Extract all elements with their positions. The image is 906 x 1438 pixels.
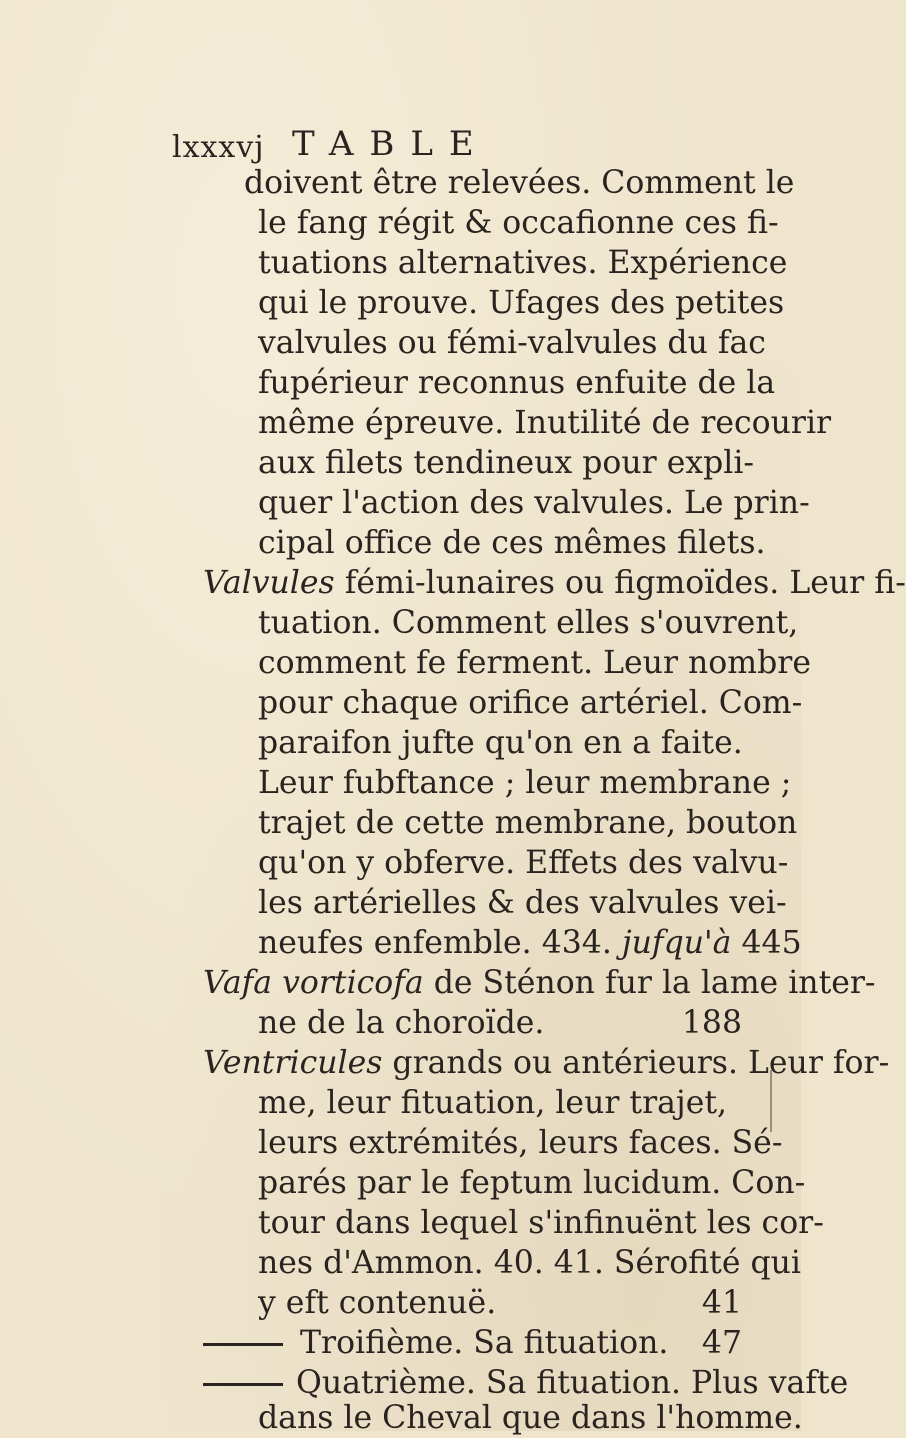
text-line: comment fe ferment. Leur nombre: [258, 645, 812, 681]
page-reference: 47: [701, 1325, 742, 1361]
text-line: parés par le feptum lucidum. Con-: [258, 1165, 806, 1201]
page-reference: 188: [681, 1005, 742, 1041]
ditto-dash: [203, 1343, 283, 1346]
text-line: tour dans lequel s'infinuënt les cor-: [258, 1205, 824, 1241]
text-line: tuation. Comment elles s'ouvrent,: [258, 605, 799, 641]
text-line: dans le Cheval que dans l'homme.: [258, 1400, 803, 1436]
running-title: TABLE: [292, 124, 490, 164]
text-line: Quatrième. Sa fituation. Plus vafte: [296, 1365, 849, 1401]
page-reference: 445: [741, 925, 802, 961]
entry-text: de Sténon fur la lame inter-: [433, 965, 876, 1001]
page-folio: lxxxvj: [172, 130, 265, 165]
text-line: doivent être relevées. Comment le: [244, 165, 795, 201]
text-line: le fang régit & occafionne ces fi-: [258, 205, 779, 241]
entry-headword: Valvules: [203, 565, 335, 601]
entry-headword: Vafa vorticofa: [203, 965, 424, 1001]
ditto-dash: [203, 1383, 283, 1386]
text-line: les artérielles & des valvules vei-: [258, 885, 787, 921]
text-line: leurs extrémités, leurs faces. Sé-: [258, 1125, 783, 1161]
text-line: Leur fubftance ; leur membrane ;: [258, 765, 792, 801]
text-segment: neufes enfemble.: [258, 925, 532, 961]
text-line: quer l'action des valvules. Le prin-: [258, 485, 810, 521]
page-range-word: jufqu'à: [621, 925, 732, 961]
page-reference: 41: [701, 1285, 742, 1321]
text-line: aux filets tendineux pour expli-: [258, 445, 755, 481]
entry-headword: Ventricules: [203, 1045, 383, 1081]
entry-text: grands ou antérieurs. Leur for-: [392, 1045, 890, 1081]
index-entry-valvules: [203, 563, 906, 603]
text-line: me, leur fituation, leur trajet,: [258, 1085, 728, 1121]
index-entry-vasa: [203, 963, 876, 1003]
text-line: valvules ou fémi-valvules du fac: [258, 325, 766, 361]
text-line: nes d'Ammon. 40. 41. Sérofité qui: [258, 1245, 802, 1281]
text-line: tuations alternatives. Expérience: [258, 245, 788, 281]
text-line: trajet de cette membrane, bouton: [258, 805, 798, 841]
text-line: pour chaque orifice artériel. Com-: [258, 685, 803, 721]
index-entry-ventricules: [203, 1043, 889, 1083]
text-line: cipal office de ces mêmes filets.: [258, 525, 766, 561]
text-line: qu'on y obferve. Effets des valvu-: [258, 845, 789, 881]
text-line: même épreuve. Inutilité de recourir: [258, 405, 832, 441]
text-line: fupérieur reconnus enfuite de la: [258, 365, 776, 401]
text-line: paraifon jufte qu'on en a faite.: [258, 725, 743, 761]
page-reference: 434.: [541, 925, 612, 961]
text-line: Troifième. Sa fituation.: [300, 1325, 669, 1361]
entry-text: fémi-lunaires ou figmoïdes. Leur fi-: [344, 565, 906, 601]
text-line: [258, 923, 802, 963]
text-line: ne de la choroïde.: [258, 1005, 545, 1041]
text-line: qui le prouve. Ufages des petites: [258, 285, 785, 321]
text-line: y eft contenuë.: [258, 1285, 497, 1321]
